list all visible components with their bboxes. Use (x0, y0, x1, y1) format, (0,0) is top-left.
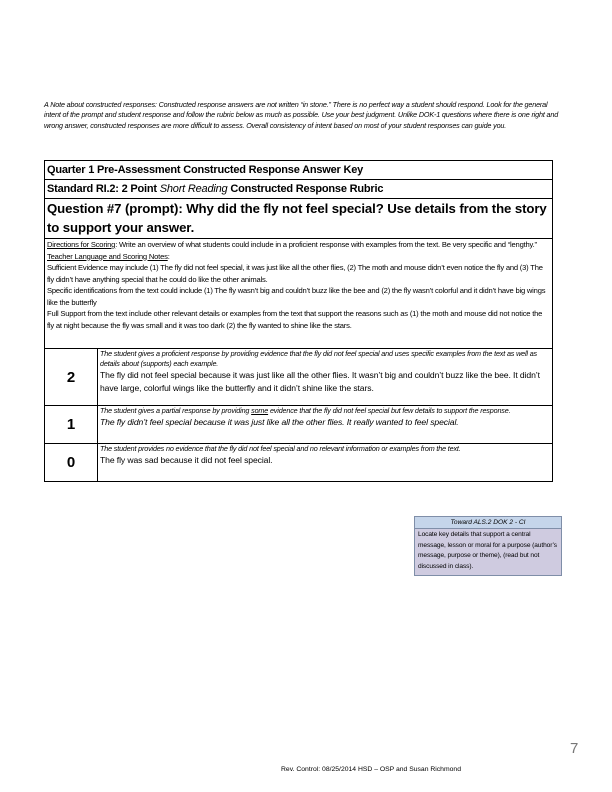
notes-colon: : (167, 251, 170, 261)
desc-underlined: some (251, 406, 269, 415)
score-description (100, 406, 550, 416)
desc-pre: The student gives a partial response by providing (100, 406, 252, 415)
standard-suffix: Constructed Response Rubric (227, 183, 384, 195)
scoring-directions (45, 239, 553, 349)
score-row (45, 349, 553, 406)
score-example: The fly was sad because it did not feel special. (100, 455, 273, 465)
score-value: 1 (45, 406, 98, 444)
score-row (45, 444, 553, 482)
standard-prefix: Standard RI.2: 2 Point (47, 183, 160, 195)
score-value: 0 (45, 444, 98, 482)
rubric-table (44, 160, 553, 482)
directions-text: : Write an overview of what students could include in a proficient response with examples from the text. Be very specific and “lengthy.” (115, 240, 537, 249)
footer-revision: Rev. Control: 08/25/2014 HSD – OSP and Susan Richmond (281, 766, 461, 773)
rubric-title: Quarter 1 Pre-Assessment Constructed Response Answer Key (45, 161, 553, 180)
notes-label: Teacher Language and Scoring Notes (47, 251, 168, 261)
constructed-response-note: A Note about constructed responses: Constructed response answers are not written “in stone.” There is no perfect way a student should respond. Look for the general intent of the prompt and student response and follow the rubric below as much as possible. Use your best judgment. Unlike DOK-1 questions where there is one right and wrong answer, constructed responses are more difficult to assess. Overall consistency of intent based on most of your student responses can guide you. (44, 100, 559, 130)
score-description: The student gives a proficient response by providing evidence that the fly did not feel special and uses specific examples from the text as well as details about (supports) each example. (100, 349, 538, 368)
score-description: The student provides no evidence that the fly did not feel special and no relevant information or examples from the text. (100, 444, 461, 453)
score-row (45, 406, 553, 444)
score-example: The fly did not feel special because it was just like all the other flies. It wasn’t big and couldn’t buzz like the bee. It didn’t have large, colorful wings like the butterfly and it didn’t shine like the stars. (100, 370, 540, 393)
question-prompt: Question #7 (prompt): Why did the fly not feel special? Use details from the story to support your answer. (45, 199, 553, 239)
desc-post: evidence that the fly did not feel special but few details to support the response. (268, 406, 511, 415)
als-header: Toward ALS.2 DOK 2 - CI (415, 517, 561, 529)
als-body: Locate key details that support a central message, lesson or moral for a purpose (author’s message, purpose or theme), (read but not discussed in class). (418, 531, 557, 570)
score-example: The fly didn’t feel special because it was just like all the other flies. It really wanted to feel special. (100, 417, 459, 427)
directions-label: Directions for Scoring (47, 240, 116, 249)
sufficient-evidence: Sufficient Evidence may include (1) The fly did not feel special, it was just like all the other flies, (2) The moth and mouse didn’t even notice the fly and (3) The fly didn’t have anything special that he could do like the other animals. (47, 263, 543, 284)
als-box (414, 516, 562, 576)
full-support: Full Support from the text include other relevant details or examples from the text that support the reasons such as (1) the moth and mouse did not notice the fly at night because the fly was small and it was too dark (2) the fly wanted to shine like the stars. (47, 309, 543, 330)
score-value: 2 (45, 349, 98, 406)
page-number: 7 (570, 740, 579, 757)
rubric-standard (45, 180, 553, 199)
standard-italic: Short Reading (159, 183, 228, 195)
specific-identifications: Specific identifications from the text could include (1) The fly wasn’t big and couldn’t buzz like the bee and (2) the fly wasn’t colorful and it didn’t have big wings like the butterfly (47, 286, 546, 307)
